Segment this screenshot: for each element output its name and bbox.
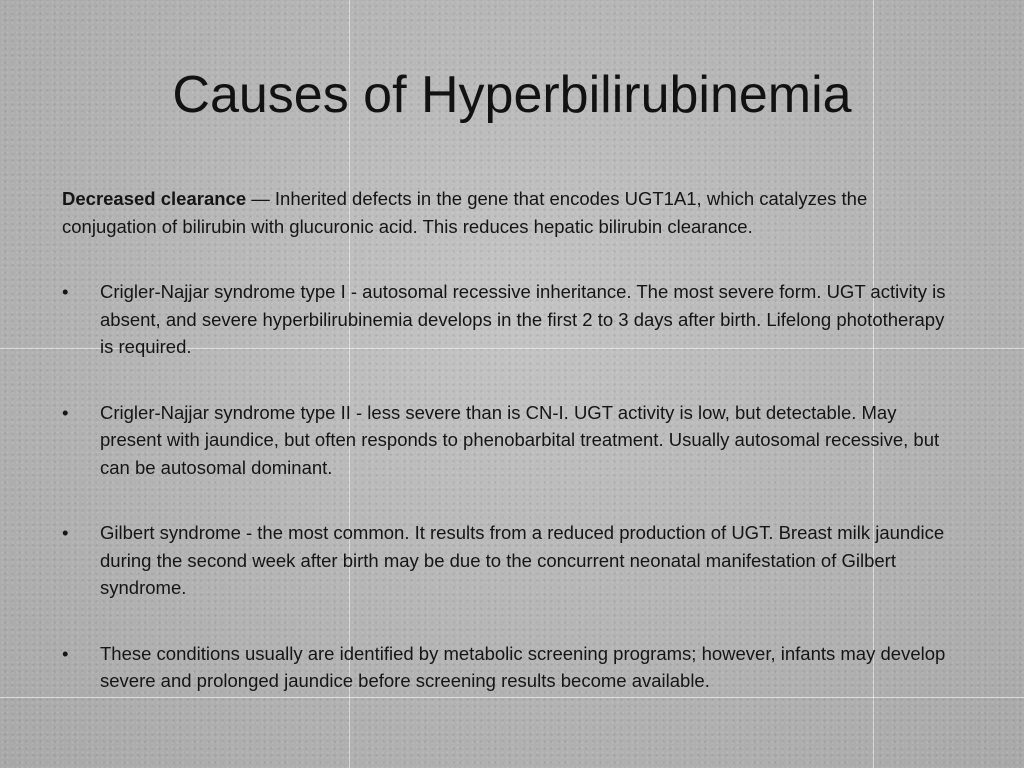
- bullet-icon: •: [62, 642, 69, 664]
- list-item: [62, 399, 962, 482]
- bullet-text: Crigler-Najjar syndrome type II - less severe than is CN-I. UGT activity is low, but detectable. May present with jaundice, but often responds to phenobarbital treatment. Usually autosomal recessive, but can be autosomal dominant.: [100, 401, 940, 478]
- intro-term: Decreased clearance: [62, 188, 247, 209]
- list-item: [62, 278, 962, 361]
- intro-text: — Inherited defects in the gene that encodes UGT1A1, which catalyzes the conjugation of bilirubin with glucuronic acid. This reduces hepatic bilirubin clearance.: [62, 188, 868, 237]
- slide-title: Causes of Hyperbilirubinemia: [172, 66, 852, 124]
- bullet-text: These conditions usually are identified by metabolic screening programs; however, infants may develop severe and prolonged jaundice before screening results become available.: [100, 642, 946, 691]
- bullet-icon: •: [62, 401, 69, 423]
- bullet-icon: •: [62, 522, 69, 543]
- bullet-icon: •: [62, 281, 69, 302]
- list-item: [62, 519, 962, 602]
- intro-paragraph: [62, 185, 962, 240]
- slide-body: [62, 185, 962, 733]
- list-item: [62, 640, 962, 695]
- bullet-text: Gilbert syndrome - the most common. It results from a reduced production of UGT. Breast milk jaundice during the second week after birth may be due to the concurrent neonatal manifestation of Gilbert syndrome.: [100, 522, 945, 598]
- bullet-text: Crigler-Najjar syndrome type I - autosomal recessive inheritance. The most severe form. UGT activity is absent, and severe hyperbilirubinemia develops in the first 2 to 3 days after birth. Lifelong phototherapy is required.: [100, 281, 946, 357]
